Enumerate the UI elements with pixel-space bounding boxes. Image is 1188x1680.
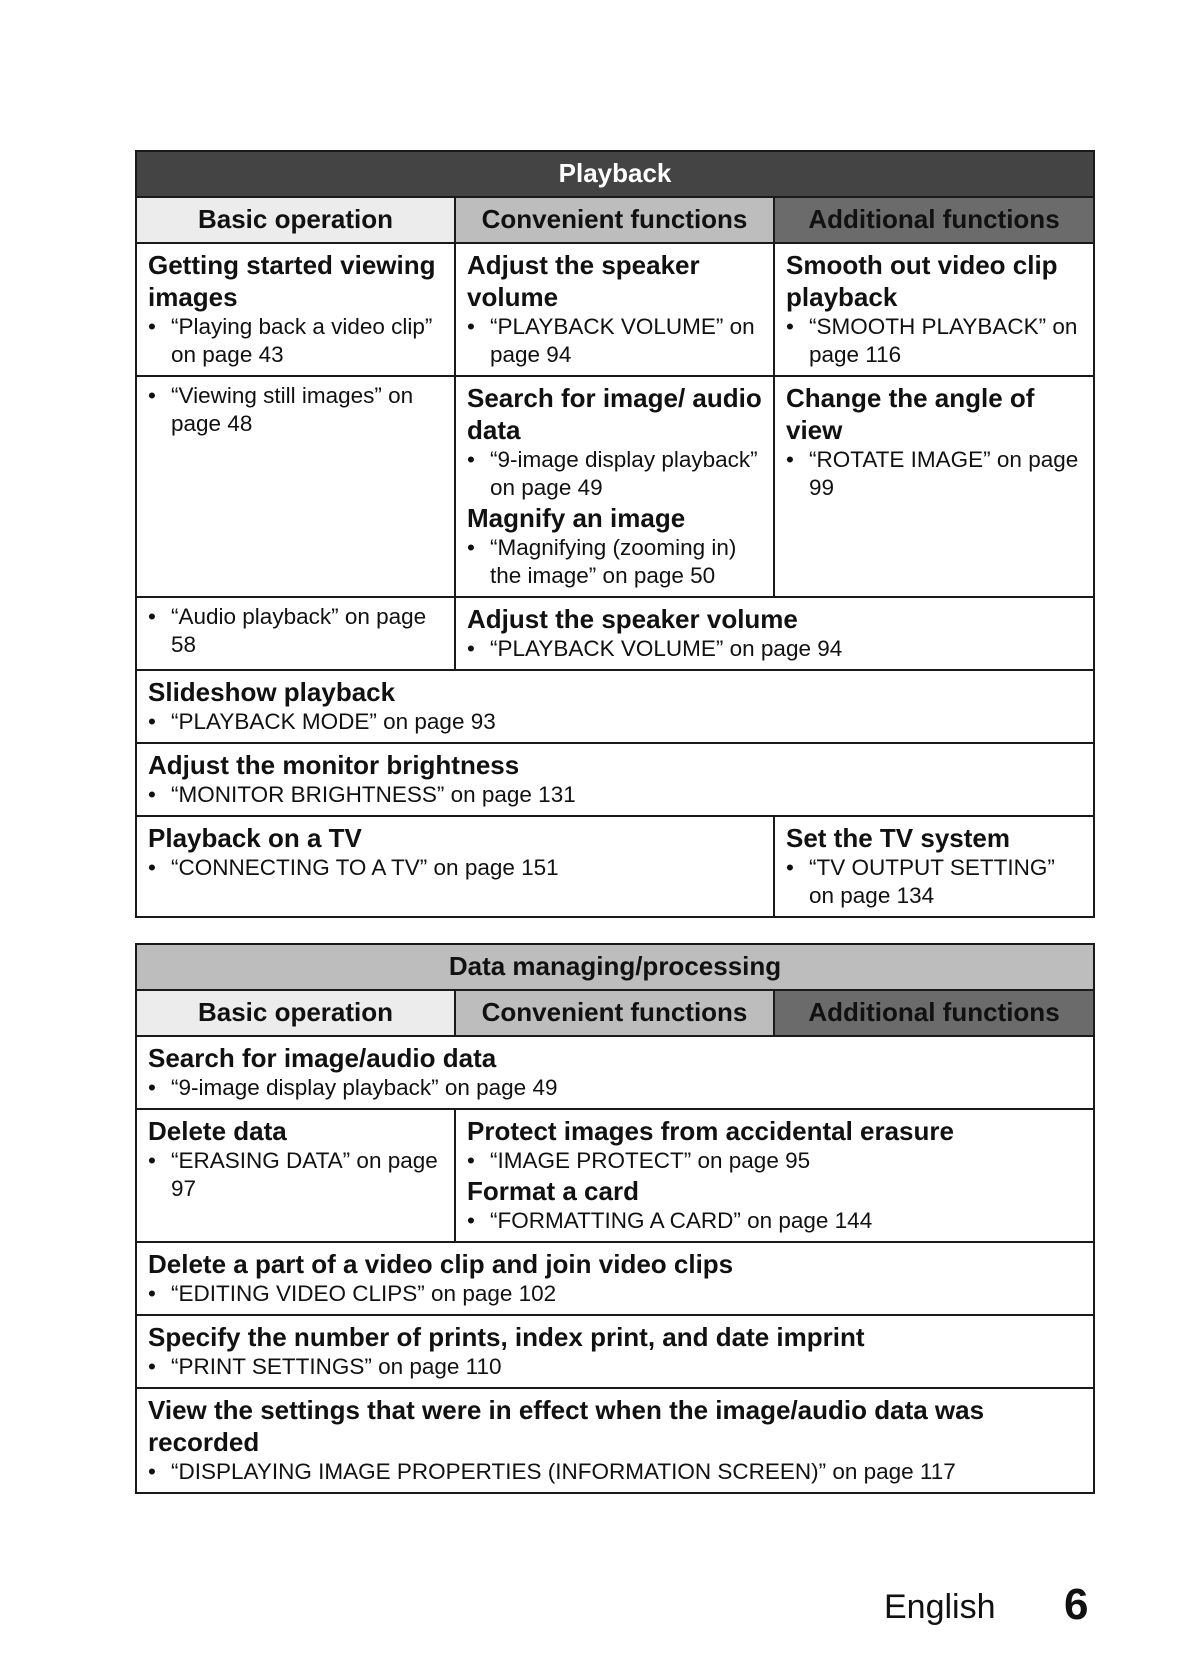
table-cell (774, 816, 1094, 917)
cell-heading: Adjust the speaker volume (467, 604, 798, 634)
bullet-reference: • “ROTATE IMAGE” on page 99 (786, 446, 1083, 502)
column-header-additional: Additional functions (774, 197, 1094, 243)
bullet-reference: • “ERASING DATA” on page 97 (148, 1147, 444, 1203)
bullet-reference: • “IMAGE PROTECT” on page 95 (467, 1147, 1083, 1175)
cell-heading: Search for image/audio data (148, 1043, 497, 1073)
cell-heading: Adjust the speaker volume (467, 250, 700, 312)
table-row (136, 1315, 1094, 1388)
bullet-reference: • “MONITOR BRIGHTNESS” on page 131 (148, 781, 1083, 809)
table-cell (136, 816, 774, 917)
data-managing-title-row (136, 944, 1094, 990)
bullet-reference: • “DISPLAYING IMAGE PROPERTIES (INFORMATION SCREEN)” on page 117 (148, 1458, 1083, 1486)
table-cell (774, 243, 1094, 376)
table-row (136, 1242, 1094, 1315)
cell-heading: View the settings that were in effect when the image/audio data was recorded (148, 1395, 985, 1457)
page-number: 6 (1064, 1580, 1089, 1629)
data-managing-table (135, 943, 1095, 1494)
table-row (136, 376, 1094, 597)
data-managing-column-headers (136, 990, 1094, 1036)
table-cell (136, 743, 1094, 816)
cell-heading: Change the angle of view (786, 383, 1035, 445)
bullet-reference: • “Magnifying (zooming in) the image” on page 50 (467, 534, 763, 590)
table-row (136, 597, 1094, 670)
cell-heading: Search for image/ audio data (467, 383, 762, 445)
bullet-reference: • “FORMATTING A CARD” on page 144 (467, 1207, 1083, 1235)
table-cell (455, 376, 774, 597)
table-cell (136, 1036, 1094, 1109)
table-row (136, 743, 1094, 816)
bullet-reference: • “PRINT SETTINGS” on page 110 (148, 1353, 1083, 1381)
table-row (136, 670, 1094, 743)
column-header-convenient: Convenient functions (455, 197, 774, 243)
table-row (136, 1388, 1094, 1493)
footer-language: English (884, 1588, 996, 1626)
playback-column-headers (136, 197, 1094, 243)
bullet-reference: • “Playing back a video clip” on page 43 (148, 313, 444, 369)
bullet-reference: • “9-image display playback” on page 49 (148, 1074, 1083, 1102)
playback-title-row (136, 151, 1094, 197)
table-row (136, 816, 1094, 917)
bullet-reference: • “CONNECTING TO A TV” on page 151 (148, 854, 763, 882)
data-managing-title: Data managing/processing (136, 944, 1094, 990)
column-header-convenient: Convenient functions (455, 990, 774, 1036)
cell-heading: Slideshow playback (148, 677, 396, 707)
bullet-reference: • “EDITING VIDEO CLIPS” on page 102 (148, 1280, 1083, 1308)
cell-heading: Smooth out video clip playback (786, 250, 1058, 312)
table-cell (136, 376, 455, 597)
table-cell (455, 243, 774, 376)
bullet-reference: • “PLAYBACK VOLUME” on page 94 (467, 635, 1083, 663)
bullet-reference: • “9-image display playback” on page 49 (467, 446, 763, 502)
bullet-reference: • “PLAYBACK MODE” on page 93 (148, 708, 1083, 736)
cell-heading: Protect images from accidental erasure (467, 1116, 954, 1146)
table-row (136, 1109, 1094, 1242)
table-cell (136, 597, 455, 670)
cell-heading: Format a card (467, 1176, 639, 1206)
table-cell (136, 243, 455, 376)
playback-table (135, 150, 1095, 918)
cell-heading: Delete a part of a video clip and join video clips (148, 1249, 734, 1279)
cell-heading: Magnify an image (467, 503, 686, 533)
table-cell (136, 1242, 1094, 1315)
table-cell (136, 1388, 1094, 1493)
table-cell (455, 1109, 1094, 1242)
cell-heading: Specify the number of prints, index print, and date imprint (148, 1322, 865, 1352)
table-cell (455, 597, 1094, 670)
bullet-reference: • “Viewing still images” on page 48 (148, 382, 444, 438)
cell-heading: Delete data (148, 1116, 287, 1146)
table-cell (136, 1315, 1094, 1388)
bullet-reference: • “TV OUTPUT SETTING” on page 134 (786, 854, 1083, 910)
cell-heading: Adjust the monitor brightness (148, 750, 520, 780)
table-cell (774, 376, 1094, 597)
cell-heading: Playback on a TV (148, 823, 362, 853)
table-cell (136, 670, 1094, 743)
table-row (136, 1036, 1094, 1109)
table-row (136, 243, 1094, 376)
bullet-reference: • “PLAYBACK VOLUME” on page 94 (467, 313, 763, 369)
column-header-basic: Basic operation (136, 197, 455, 243)
cell-heading: Set the TV system (786, 823, 1010, 853)
playback-title: Playback (136, 151, 1094, 197)
bullet-reference: • “Audio playback” on page 58 (148, 603, 444, 659)
column-header-additional: Additional functions (774, 990, 1094, 1036)
bullet-reference: • “SMOOTH PLAYBACK” on page 116 (786, 313, 1083, 369)
cell-heading: Getting started viewing images (148, 250, 436, 312)
column-header-basic: Basic operation (136, 990, 455, 1036)
table-cell (136, 1109, 455, 1242)
